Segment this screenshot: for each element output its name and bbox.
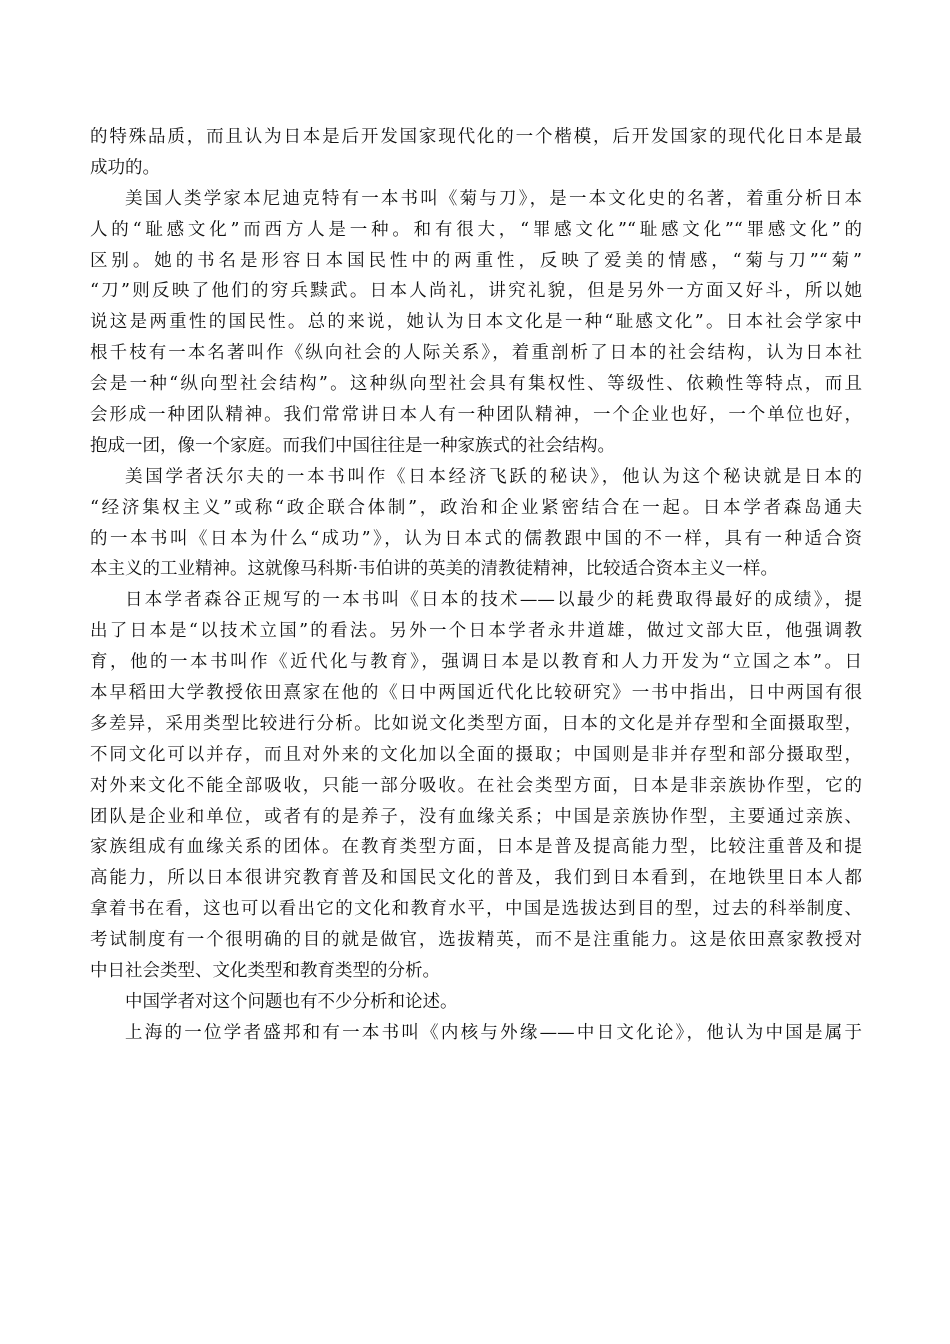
text-line: 的一本书叫《日本为什么“成功”》，认为日本式的儒教跟中国的不一样，具有一种适合资 xyxy=(90,528,862,549)
text-line: 抱成一团，像一个家庭。而我们中国往往是一种家族式的社会结构。 xyxy=(90,435,615,456)
text-line: 根千枝有一本名著叫作《纵向社会的人际关系》，着重剖析了日本的社会结构，认为日本社 xyxy=(90,343,862,364)
text-line: 的特殊品质，而且认为日本是后开发国家现代化的一个楷模，后开发国家的现代化日本是最 xyxy=(90,127,862,147)
text-line: 会是一种“纵向型社会结构”。这种纵向型社会具有集权性、等级性、依赖性等特点，而且 xyxy=(90,374,862,395)
text-line: 本早稻田大学教授依田熹家在他的《日中两国近代化比较研究》一书中指出，日中两国有很 xyxy=(90,683,862,704)
text-line: 拿着书在看，这也可以看出它的文化和教育水平，中国是选拔达到目的型，过去的科举制度、 xyxy=(90,899,862,920)
text-line: 会形成一种团队精神。我们常常讲日本人有一种团队精神，一个企业也好，一个单位也好， xyxy=(90,405,862,426)
text-line: 区别。她的书名是形容日本国民性中的两重性，反映了爱美的情感，“菊与刀”“菊” xyxy=(90,250,862,271)
text-line: 日本学者森谷正规写的一本书叫《日本的技术——以最少的耗费取得最好的成绩》，提 xyxy=(125,590,862,611)
text-line: 不同文化可以并存，而且对外来的文化加以全面的摄取；中国则是非并存型和部分摄取型， xyxy=(90,744,862,765)
text-line: 美国学者沃尔夫的一本书叫作《日本经济飞跃的秘诀》，他认为这个秘诀就是日本的 xyxy=(125,466,862,487)
text-line: 说这是两重性的国民性。总的来说，她认为日本文化是一种“耻感文化”。日本社会学家中 xyxy=(90,312,862,333)
text-line: 上海的一位学者盛邦和有一本书叫《内核与外缘——中日文化论》，他认为中国是属于 xyxy=(125,1022,862,1043)
text-line: 中国学者对这个问题也有不少分析和论述。 xyxy=(125,991,458,1012)
text-line: 美国人类学家本尼迪克特有一本书叫《菊与刀》，是一本文化史的名著，着重分析日本 xyxy=(125,188,862,209)
text-line: 对外来文化不能全部吸收，只能一部分吸收。在社会类型方面，日本是非亲族协作型，它的 xyxy=(90,775,862,796)
text-line: 成功的。 xyxy=(90,157,160,178)
text-line: 本主义的工业精神。这就像马科斯·韦伯讲的英美的清教徒精神，比较适合资本主义一样。 xyxy=(90,559,779,580)
body-text xyxy=(90,122,862,1049)
text-line: “刀”则反映了他们的穷兵黩武。日本人尚礼，讲究礼貌，但是另外一方面又好斗，所以她 xyxy=(90,281,862,302)
text-line: 多差异，采用类型比较进行分析。比如说文化类型方面，日本的文化是并存型和全面摄取型， xyxy=(90,713,862,734)
text-line: 出了日本是“以技术立国”的看法。另外一个日本学者永井道雄，做过文部大臣，他强调教 xyxy=(90,621,862,642)
text-line: 团队是企业和单位，或者有的是养子，没有血缘关系；中国是亲族协作型，主要通过亲族、 xyxy=(90,806,862,827)
text-line: 高能力，所以日本很讲究教育普及和国民文化的普及，我们到日本看到，在地铁里日本人都 xyxy=(90,868,862,889)
text-line: 家族组成有血缘关系的团体。在教育类型方面，日本是普及提高能力型，比较注重普及和提 xyxy=(90,837,862,858)
text-line: 中日社会类型、文化类型和教育类型的分析。 xyxy=(90,961,440,982)
text-line: 育，他的一本书叫作《近代化与教育》，强调日本是以教育和人力开发为“立国之本”。日 xyxy=(90,652,862,673)
text-line: 考试制度有一个很明确的目的就是做官，选拔精英，而不是注重能力。这是依田熹家教授对 xyxy=(90,930,862,951)
text-line: 人的“耻感文化”而西方人是一种。和有很大，“罪感文化”“耻感文化”“罪感文化”的 xyxy=(90,219,862,240)
text-line: “经济集权主义”或称“政企联合体制”，政治和企业紧密结合在一起。日本学者森岛通夫 xyxy=(90,497,862,518)
